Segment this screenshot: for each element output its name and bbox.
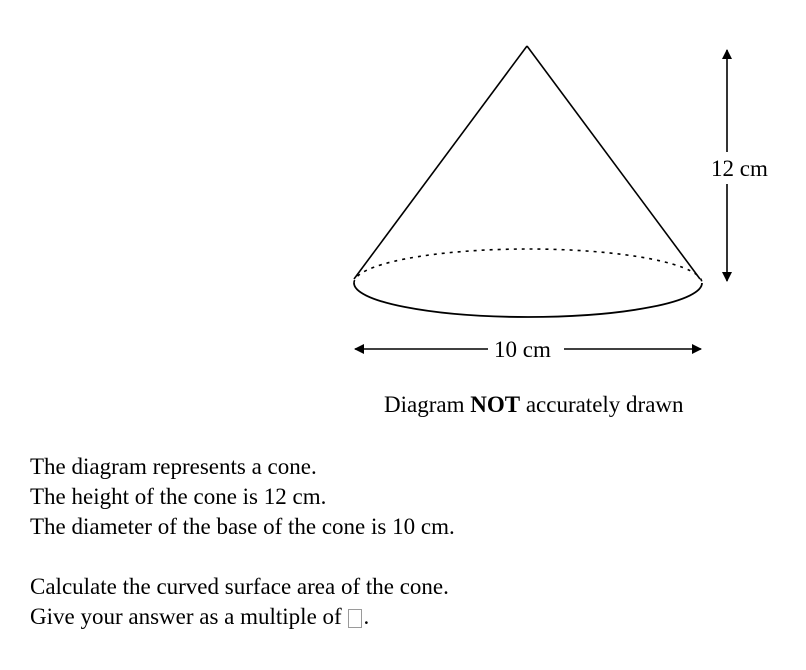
- question-text: [30, 452, 455, 632]
- cone-base-front-edge: [354, 283, 702, 317]
- question-line-5-prefix: Give your answer as a multiple of: [30, 604, 342, 629]
- caption-suffix: accurately drawn: [525, 392, 684, 417]
- question-line-5-suffix: .: [363, 604, 370, 629]
- pi-symbol-icon: [348, 609, 362, 628]
- question-line-5: [30, 602, 455, 632]
- cone-base-hidden-edge: [354, 249, 702, 283]
- height-label: 12 cm: [711, 156, 768, 181]
- caption-prefix: Diagram: [384, 392, 465, 417]
- question-line-1: The diagram represents a cone.: [30, 454, 317, 479]
- diagram-caption: [384, 390, 684, 420]
- cone-right-slant: [527, 46, 700, 279]
- question-line-2: The height of the cone is 12 cm.: [30, 484, 327, 509]
- caption-bold: NOT: [470, 392, 521, 417]
- question-line-4: Calculate the curved surface area of the cone.: [30, 574, 449, 599]
- diameter-label: 10 cm: [494, 337, 551, 362]
- question-line-3: The diameter of the base of the cone is 10 cm.: [30, 514, 455, 539]
- cone-left-slant: [354, 46, 527, 279]
